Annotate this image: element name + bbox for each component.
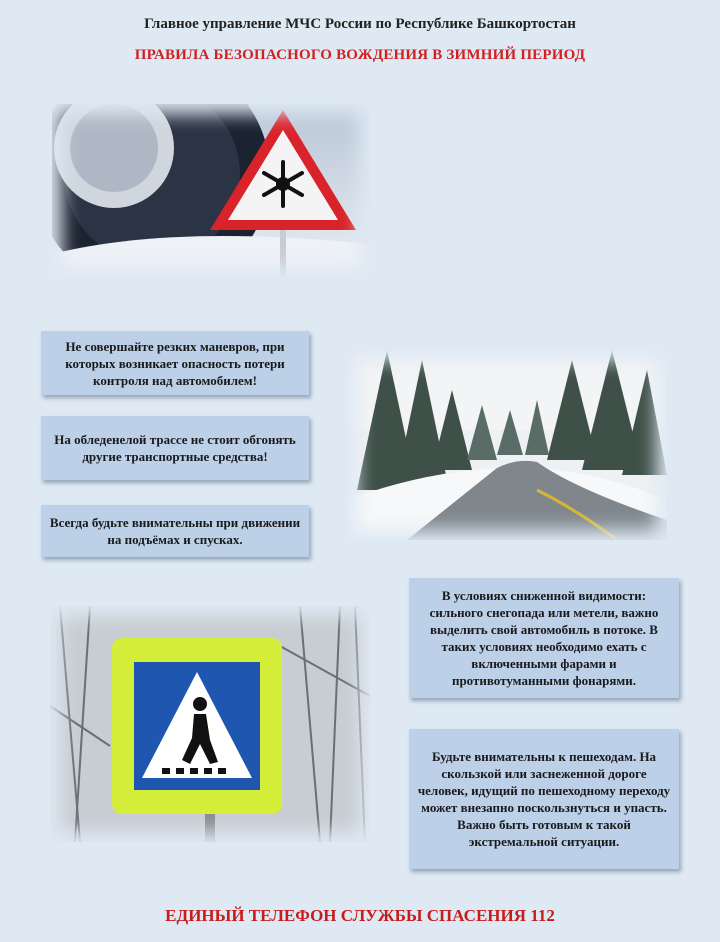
- organization-header: Главное управление МЧС России по Республике Башкортостан: [144, 16, 576, 32]
- tip-box-visibility: [409, 578, 679, 698]
- tire-sign-photo: [52, 104, 370, 276]
- winter-road-photo: [347, 350, 667, 540]
- tip-text: Будьте внимательны к пешеходам. На скользкой или заснеженной дороге человек, идущий по пешеходному переходу может внезапно поскользнуться и упасть. Важно быть готовым к такой экстремальной ситуации.: [417, 749, 671, 849]
- tip-box-maneuvers: [41, 331, 309, 395]
- tip-box-pedestrians: [409, 729, 679, 869]
- tip-box-overtaking: [41, 416, 309, 480]
- tip-text: На обледенелой трассе не стоит обгонять другие транспортные средства!: [54, 432, 296, 464]
- tip-text: Не совершайте резких маневров, при которых возникает опасность потери контроля над автомобилем!: [65, 338, 285, 388]
- tip-text: В условиях сниженной видимости: сильного снегопада или метели, важно выделить свой автомобиль в потоке. В таких условиях необходимо ехать с включенными фарами и противотуманными фонарями.: [429, 588, 659, 688]
- tip-text: Всегда будьте внимательны при движении на подъёмах и спусках.: [49, 515, 301, 547]
- emergency-phone-footer: ЕДИНЫЙ ТЕЛЕФОН СЛУЖБЫ СПАСЕНИЯ 112: [165, 906, 555, 925]
- crosswalk-sign-photo: [50, 606, 370, 842]
- tip-box-slopes: [41, 505, 309, 557]
- page-title: ПРАВИЛА БЕЗОПАСНОГО ВОЖДЕНИЯ В ЗИМНИЙ ПЕРИОД: [134, 47, 586, 63]
